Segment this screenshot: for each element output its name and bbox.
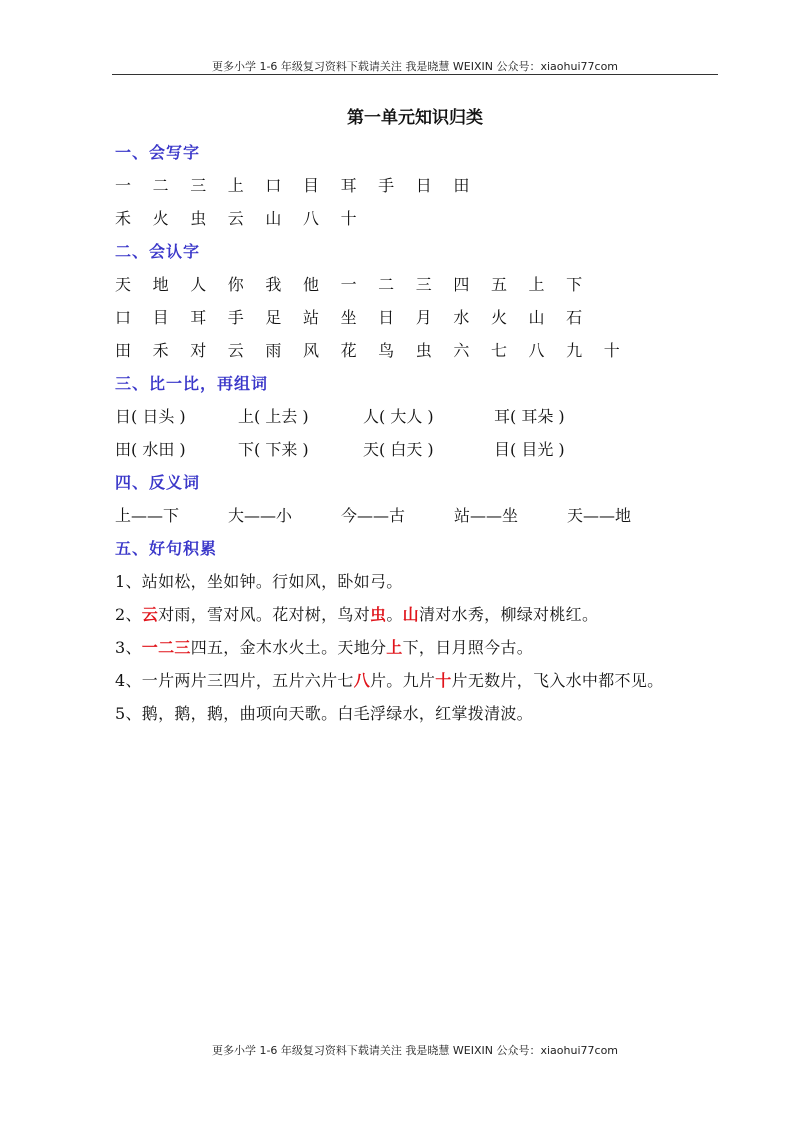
char-item: 月 [415, 308, 432, 327]
char-item: 日 [415, 176, 432, 195]
sentence-text: 3、 [115, 638, 142, 657]
char-item: 我 [265, 275, 282, 294]
compare-item: 天( 白天 ) [363, 440, 434, 459]
compare-item: 田( 水田 ) [115, 440, 186, 459]
char-item: 六 [453, 341, 470, 360]
char-row [115, 202, 735, 235]
char-item: 天 [115, 275, 132, 294]
sentence-line [115, 631, 735, 664]
sentence-text: 下，日月照今古。 [402, 638, 534, 657]
compare-item: 日( 日头 ) [115, 407, 186, 426]
section-heading-compare: 三、比一比，再组词 [115, 374, 269, 393]
char-item: 口 [265, 176, 282, 195]
highlight-text: 十 [435, 671, 452, 690]
char-item: 九 [566, 341, 583, 360]
highlight-text: 云 [141, 605, 159, 624]
char-item: 虫 [415, 341, 432, 360]
char-item: 禾 [152, 341, 169, 360]
char-item: 风 [302, 341, 319, 360]
compare-word-list [115, 400, 735, 466]
char-item: 下 [566, 275, 583, 294]
char-row [115, 334, 735, 367]
document-body [115, 136, 735, 730]
sentence-list [115, 565, 735, 730]
char-item: 雨 [265, 341, 282, 360]
char-item: 耳 [340, 176, 357, 195]
char-item: 花 [340, 341, 357, 360]
page-title: 第一单元知识归类 [347, 108, 483, 128]
compare-item: 耳( 耳朵 ) [494, 407, 565, 426]
sentence-text: 5、鹅，鹅，鹅，曲项向天歌。白毛浮绿水，红掌拨清波。 [115, 704, 533, 723]
page-header: 更多小学 1-6 年级复习资料下载请关注 我是晓慧 WEIXIN 公众号：xiaohui77com [211, 60, 619, 73]
sentence-text: 对雨，雪对风。花对树，鸟对 [158, 605, 370, 624]
compare-row [115, 400, 735, 433]
sentence-line [115, 697, 735, 730]
char-item: 你 [227, 275, 244, 294]
section-heading-antonyms: 四、反义词 [115, 473, 201, 492]
sentence-text: 片。九片 [370, 671, 436, 690]
compare-item: 上( 上去 ) [238, 407, 309, 426]
char-item: 站 [302, 308, 319, 327]
compare-row [115, 433, 735, 466]
sentence-line [115, 565, 735, 598]
sentence-text: 清对水秀，柳绿对桃红。 [418, 605, 599, 624]
antonym-pair: 今——古 [341, 506, 406, 525]
char-item: 二 [378, 275, 395, 294]
char-item: 八 [302, 209, 319, 228]
compare-item: 人( 大人 ) [363, 407, 434, 426]
char-item: 手 [227, 308, 244, 327]
char-item: 人 [190, 275, 207, 294]
highlight-text: 一二三 [141, 638, 191, 657]
char-item: 四 [453, 275, 470, 294]
compare-item: 目( 目光 ) [494, 440, 565, 459]
char-item: 八 [528, 341, 545, 360]
char-item: 禾 [115, 209, 132, 228]
sentence-text: 四五，金木水火土。天地分 [190, 638, 387, 657]
char-item: 一 [340, 275, 357, 294]
header-divider [112, 74, 718, 75]
char-item: 山 [265, 209, 282, 228]
char-item: 一 [115, 176, 132, 195]
char-item: 石 [566, 308, 583, 327]
char-item: 田 [115, 341, 132, 360]
char-item: 坐 [340, 308, 357, 327]
char-item: 对 [190, 341, 207, 360]
antonym-pair: 大——小 [228, 506, 293, 525]
char-row [115, 268, 735, 301]
section-heading-write: 一、会写字 [115, 143, 201, 162]
char-item: 五 [490, 275, 507, 294]
char-item: 七 [490, 341, 507, 360]
sentence-text: 1、站如松，坐如钟。行如风，卧如弓。 [115, 572, 403, 591]
write-char-list [115, 169, 735, 235]
sentence-line [115, 664, 735, 697]
antonym-pair: 站——坐 [454, 506, 519, 525]
sentence-text: 片无数片，飞入水中都不见。 [451, 671, 664, 690]
section-heading-recognize: 二、会认字 [115, 242, 201, 261]
char-item: 云 [227, 209, 244, 228]
char-item: 目 [302, 176, 319, 195]
highlight-text: 八 [353, 671, 370, 690]
highlight-text: 山 [402, 605, 419, 624]
char-item: 足 [265, 308, 282, 327]
char-item: 水 [453, 308, 470, 327]
char-row [115, 169, 735, 202]
highlight-text: 上 [386, 638, 403, 657]
char-item: 三 [190, 176, 207, 195]
sentence-text: 2、 [115, 605, 142, 624]
section-heading-sentences: 五、好句积累 [115, 539, 218, 558]
char-item: 云 [227, 341, 244, 360]
char-item: 他 [302, 275, 319, 294]
compare-item: 下( 下来 ) [238, 440, 309, 459]
sentence-text: 4、一片两片三四片，五片六片七 [115, 671, 354, 690]
char-item: 上 [528, 275, 545, 294]
char-item: 二 [152, 176, 169, 195]
highlight-text: 虫 [370, 605, 387, 624]
char-item: 火 [490, 308, 507, 327]
antonym-list [115, 499, 735, 532]
char-item: 日 [378, 308, 395, 327]
page-footer: 更多小学 1-6 年级复习资料下载请关注 我是晓慧 WEIXIN 公众号：xiaohui77com [211, 1044, 619, 1057]
char-item: 十 [603, 341, 620, 360]
char-item: 虫 [190, 209, 207, 228]
char-item: 山 [528, 308, 545, 327]
char-item: 地 [152, 275, 169, 294]
char-item: 火 [152, 209, 169, 228]
char-item: 目 [152, 308, 169, 327]
char-item: 田 [453, 176, 470, 195]
char-item: 十 [340, 209, 357, 228]
sentence-text: 。 [386, 605, 403, 624]
char-row [115, 301, 735, 334]
char-item: 三 [415, 275, 432, 294]
sentence-line [115, 598, 735, 631]
antonym-pair: 上——下 [115, 506, 180, 525]
char-item: 鸟 [378, 341, 395, 360]
char-item: 耳 [190, 308, 207, 327]
antonym-pair: 天——地 [567, 506, 632, 525]
char-item: 口 [115, 308, 132, 327]
char-item: 上 [227, 176, 244, 195]
recognize-char-list [115, 268, 735, 367]
char-item: 手 [378, 176, 395, 195]
